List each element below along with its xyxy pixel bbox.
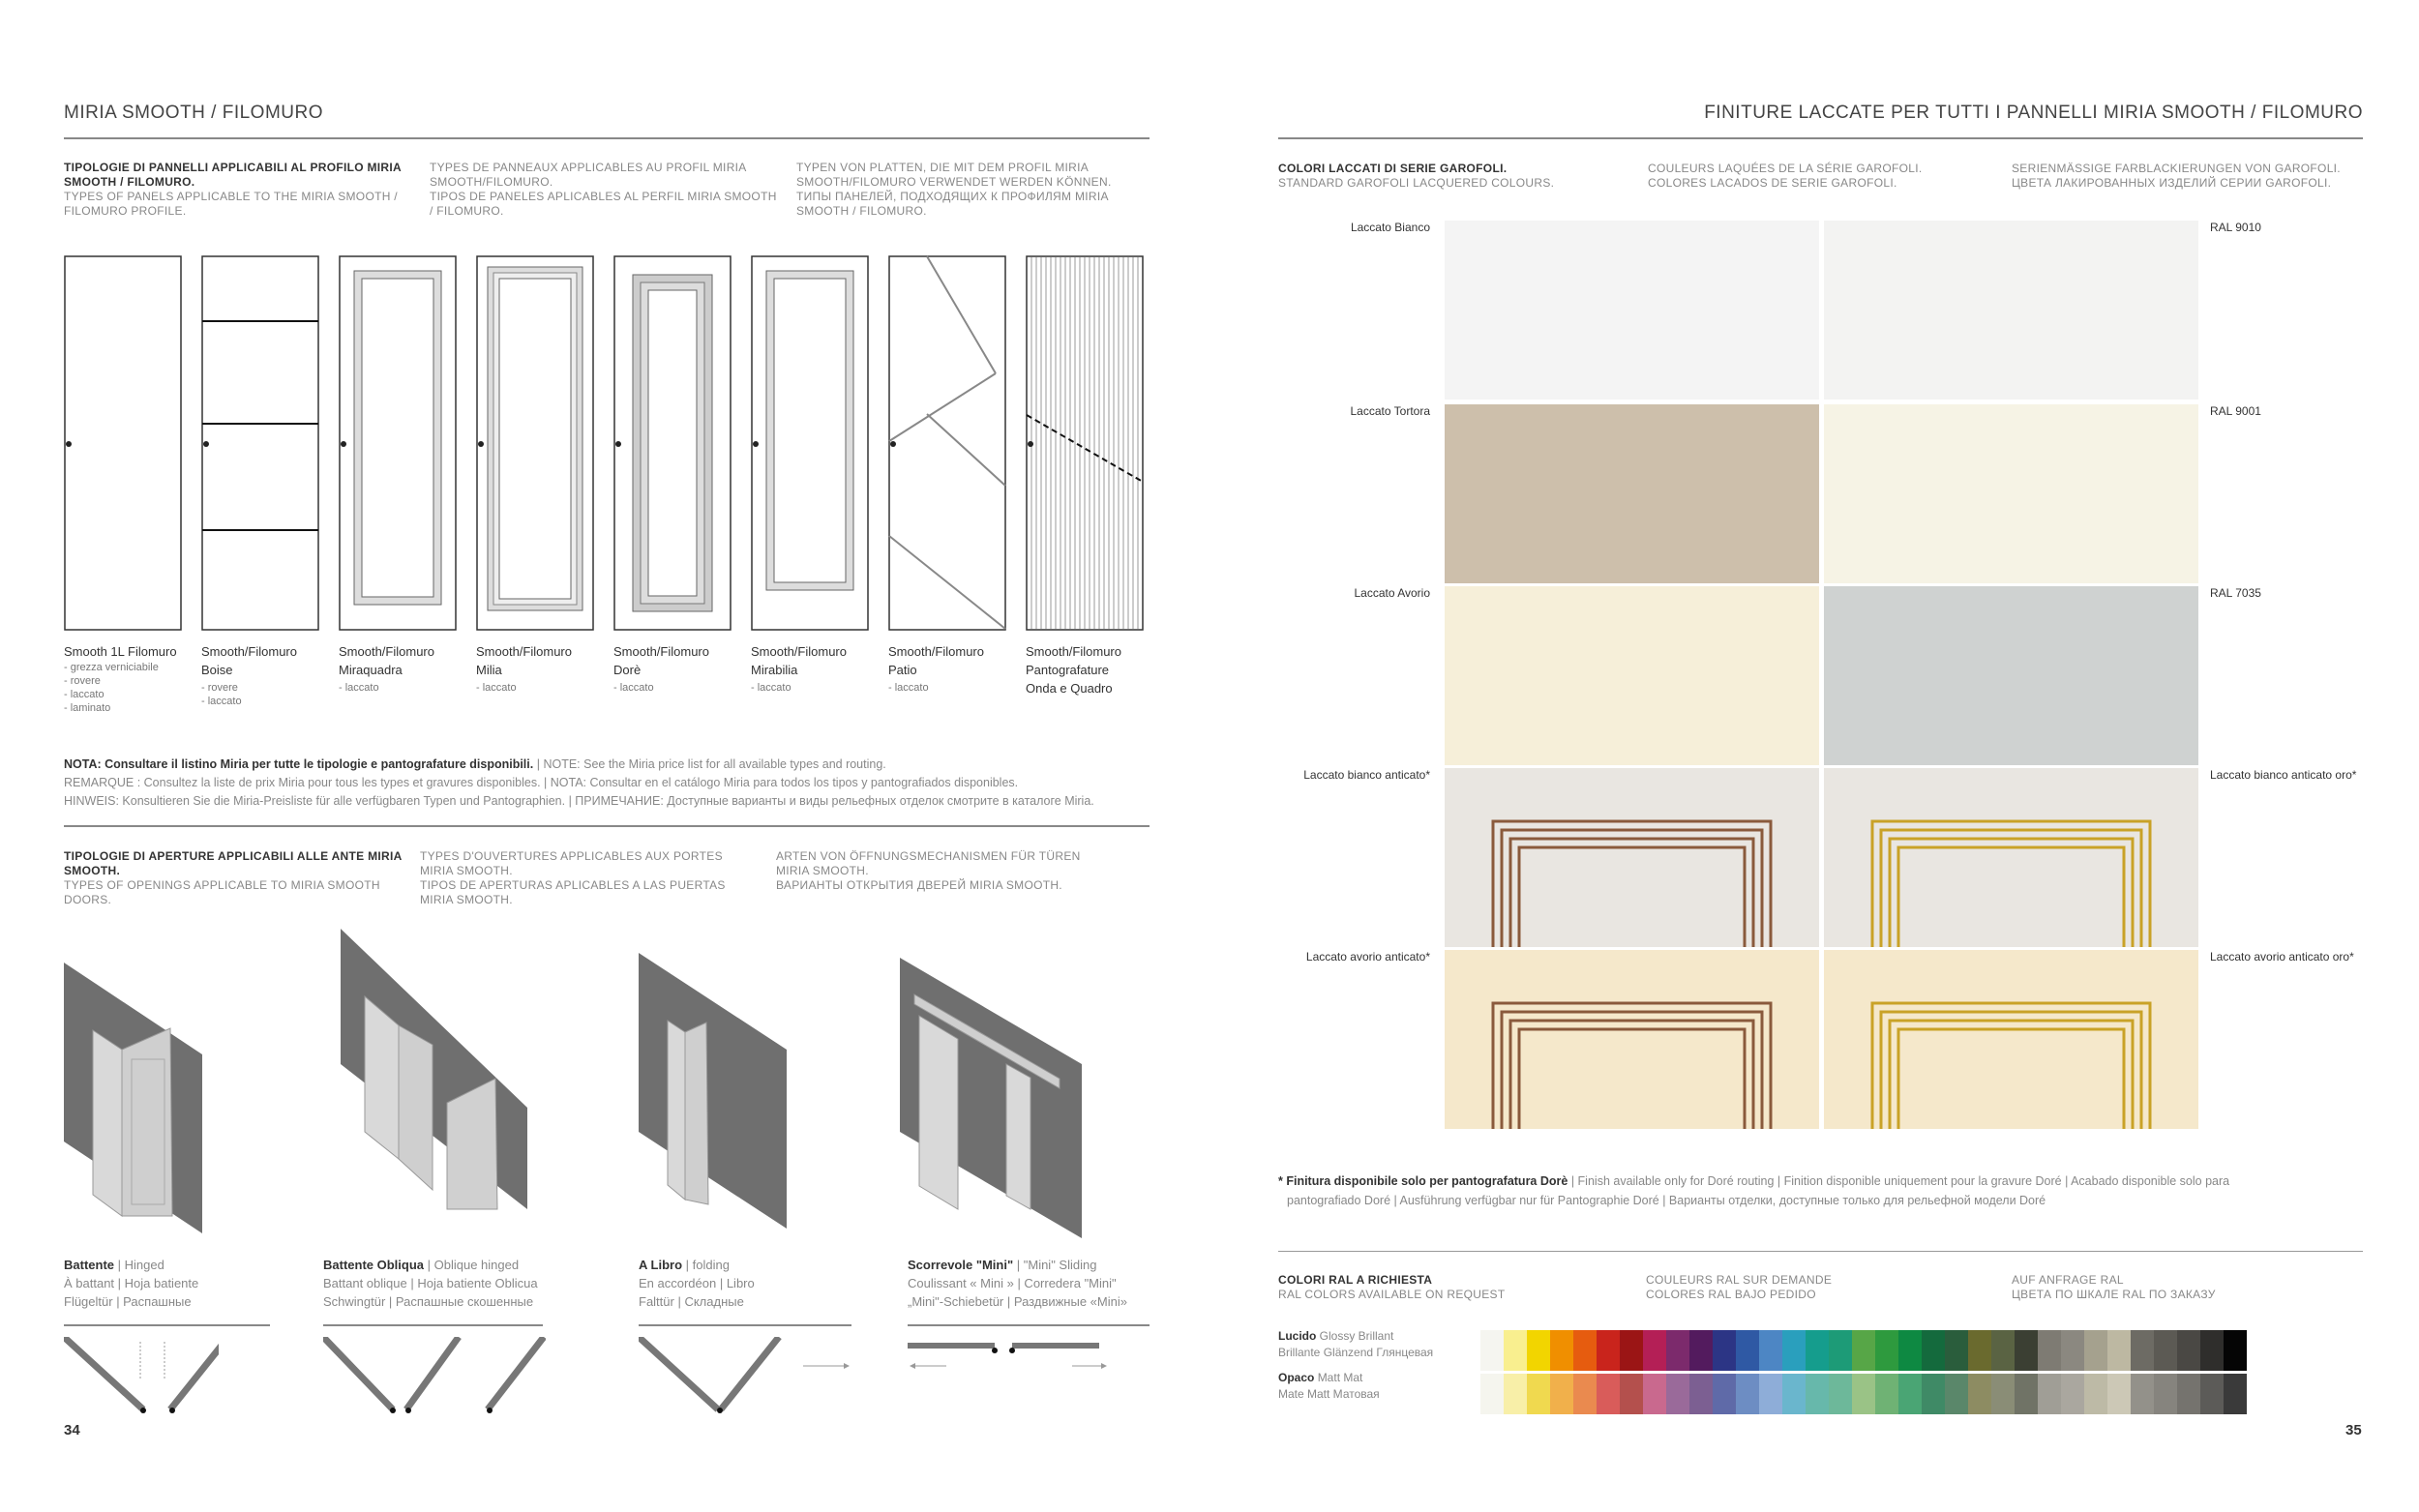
panel-dore: [613, 255, 732, 631]
panel-mirabilia: [751, 255, 869, 631]
note-bold: NOTA: [64, 757, 98, 771]
ral-color-chip: [1550, 1330, 1573, 1371]
ral-color-chip: [1480, 1374, 1504, 1414]
panel-finish: - laccato: [201, 696, 242, 707]
ral-color-chip: [2154, 1374, 2177, 1414]
ral-color-chip: [1852, 1330, 1875, 1371]
swatch-right: [1824, 950, 2198, 1129]
ral-matt-strip: [1480, 1374, 2247, 1414]
header-text: FILOMURO PROFILE.: [64, 204, 187, 218]
ral-color-chip: [1898, 1330, 1922, 1371]
opening-translation: Coulissant « Mini » | Corredera "Mini": [908, 1276, 1117, 1290]
panel-milia: [476, 255, 594, 631]
note-line-2: REMARQUE : Consultez la liste de prix Miria pour tous les types et gravures disponibles. | NOTA: Consultar en el catálogo Miria para todos los tipos y pantografiados disponibles.: [64, 776, 1019, 789]
divider: [323, 1324, 543, 1326]
ral-color-chip: [2084, 1330, 2107, 1371]
ral-header-it-en: [1278, 1273, 1505, 1302]
opaco-l1: Matt Mat: [1317, 1371, 1363, 1384]
routing-pattern: [1445, 768, 1819, 947]
swatch-label-left: Laccato Bianco: [1350, 221, 1430, 234]
ral-glossy-strip: [1480, 1330, 2247, 1371]
ral-color-chip: [2061, 1330, 2084, 1371]
ral-color-chip: [1573, 1330, 1597, 1371]
header-text: TYPES D'OUVERTURES APPLICABLES AUX PORTES: [420, 849, 723, 863]
header-text: TIPOS DE APERTURAS APLICABLES A LAS PUERTAS: [420, 878, 726, 892]
panel-name: Boise: [201, 663, 233, 677]
panel-finish: - laccato: [476, 682, 517, 694]
opening-en: Hinged: [124, 1258, 164, 1272]
panel-finish: - laccato: [751, 682, 791, 694]
note-en: NOTE: See the Miria price list for all available types and routing.: [543, 757, 886, 771]
ral-color-chip: [1643, 1330, 1666, 1371]
ral-color-chip: [1527, 1330, 1550, 1371]
ral-color-chip: [2154, 1330, 2177, 1371]
panel-patio: [888, 255, 1006, 631]
swatch-right: [1824, 404, 2198, 583]
divider: [64, 1324, 270, 1326]
swatch-label-right: Laccato avorio anticato oro*: [2210, 950, 2354, 964]
swatch-left: [1445, 768, 1819, 947]
footnote-line-1: * Finitura disponibile solo per pantografatura Dorè | Finish available only for Doré routing | Finition disponible uniquement pour la gravure Doré | Acabado disponible solo para: [1278, 1174, 2230, 1188]
swatch-left: [1445, 404, 1819, 583]
panel-finish: - laccato: [613, 682, 654, 694]
ral-color-chip: [1597, 1330, 1620, 1371]
panel-caption: [201, 642, 332, 708]
note-line-3: HINWEIS: Konsultieren Sie die Miria-Preisliste für alle verfügbaren Typen und Pantographien. | ПРИМЕЧАНИЕ: Доступные варианты и виды рельефных отделок смотрите в каталоге Miria.: [64, 794, 1094, 808]
lacquer-header-fr-es: [1648, 162, 1922, 191]
panel-boise: [201, 255, 319, 631]
routing-pattern: [1824, 950, 2198, 1129]
oblique-plan-view: [323, 1337, 546, 1419]
panel-name: Pantografature: [1026, 663, 1110, 677]
ral-color-chip: [1504, 1330, 1527, 1371]
divider: [908, 1324, 1150, 1326]
ral-header-de-ru: [2012, 1273, 2216, 1302]
ral-color-chip: [1945, 1330, 1968, 1371]
ral-color-chip: [1782, 1374, 1806, 1414]
header-text: SMOOTH/FILOMURO VERWENDET WERDEN KÖNNEN.: [796, 175, 1112, 189]
lucido-l2: Brillante Glänzend Глянцевая: [1278, 1346, 1434, 1359]
opaco-bold: Opaco: [1278, 1371, 1315, 1384]
ral-color-chip: [1527, 1374, 1550, 1414]
ral-color-chip: [2177, 1374, 2200, 1414]
left-page-title: MIRIA SMOOTH / FILOMURO: [64, 103, 324, 123]
header-text: TYPEN VON PLATTEN, DIE MIT DEM PROFIL MIRIA: [796, 161, 1090, 174]
ral-color-chip: [1759, 1374, 1782, 1414]
ral-color-chip: [1898, 1374, 1922, 1414]
swatch-label-left: Laccato Tortora: [1350, 404, 1430, 418]
page-number: 35: [2345, 1422, 2362, 1438]
panel-caption: [751, 642, 881, 695]
header-text: TIPOLOGIE DI APERTURE APPLICABILI ALLE ANTE MIRIA: [64, 849, 403, 863]
ral-color-chip: [1689, 1330, 1713, 1371]
panels-header-it-en: [64, 161, 422, 219]
separator: |: [114, 1258, 125, 1272]
opening-translation: Falttür | Складные: [639, 1294, 744, 1309]
panel-name: Mirabilia: [751, 663, 798, 677]
panel-name: Patio: [888, 663, 917, 677]
panel-name: Smooth/Filomuro: [476, 644, 572, 659]
panel-name: Smooth/Filomuro: [751, 644, 847, 659]
panel-caption: [64, 642, 194, 715]
divider: [639, 1324, 851, 1326]
divider: [64, 137, 1150, 139]
sliding-door-illustration: [900, 958, 1084, 1243]
header-text: SERIENMÄSSIGE FARBLACKIERUNGEN VON GAROFOLI.: [2012, 162, 2341, 175]
ral-color-chip: [2224, 1330, 2247, 1371]
panel-miraquadra: [339, 255, 457, 631]
routing-pattern: [1445, 950, 1819, 1129]
footnote-line-2: pantografiado Doré | Ausführung verfügbar nur für Pantographie Doré | Варианты отделки, доступные только для рельефной модели Doré: [1287, 1194, 2046, 1207]
footnote-text: Finish available only for Doré routing | Finition disponible uniquement pour la gravure Doré | Acabado disponible solo para: [1577, 1174, 2230, 1188]
ral-color-chip: [1875, 1374, 1898, 1414]
header-text: ЦВЕТА ЛАКИРОВАННЫХ ИЗДЕЛИЙ СЕРИИ GAROFOLI.: [2012, 176, 2332, 190]
header-text: COLORES LACADOS DE SERIE GAROFOLI.: [1648, 176, 1897, 190]
header-text: MIRIA SMOOTH.: [420, 864, 513, 877]
ral-color-chip: [1922, 1330, 1945, 1371]
lacquer-header-de-ru: [2012, 162, 2341, 191]
folding-plan-view: [639, 1337, 851, 1419]
panel-caption: [476, 642, 607, 695]
ral-color-chip: [2038, 1330, 2061, 1371]
header-text: TYPES OF PANELS APPLICABLE TO THE MIRIA SMOOTH /: [64, 190, 398, 203]
opening-label: [639, 1256, 755, 1311]
divider: [1278, 137, 2363, 139]
swatch-label-right: RAL 9001: [2210, 404, 2261, 418]
opening-translation: „Mini"-Schiebetür | Раздвижные «Mini»: [908, 1294, 1127, 1309]
openings-header-it-en: [64, 849, 422, 907]
header-text: COULEURS RAL SUR DEMANDE: [1646, 1273, 1833, 1287]
lacquer-header-it-en: [1278, 162, 1554, 191]
panel-pantografature: [1026, 255, 1144, 631]
panels-header-fr-es: [430, 161, 797, 219]
openings-header-fr-es: [420, 849, 778, 907]
ral-color-chip: [2224, 1374, 2247, 1414]
ral-color-chip: [1829, 1374, 1852, 1414]
opening-en: folding: [692, 1258, 730, 1272]
header-text: ТИПЫ ПАНЕЛЕЙ, ПОДХОДЯЩИХ К ПРОФИЛЯМ MIRIA: [796, 190, 1109, 203]
header-text: COLORES RAL BAJO PEDIDO: [1646, 1288, 1816, 1301]
swatch-label-left: Laccato bianco anticato*: [1303, 768, 1430, 782]
panel-smooth-1l: [64, 255, 182, 631]
opening-name: Battente Obliqua: [323, 1258, 425, 1272]
note-it: : Consultare il listino Miria per tutte le tipologie e pantografature disponibili.: [97, 757, 534, 771]
folding-door-illustration: [639, 953, 793, 1238]
opening-label: [64, 1256, 198, 1311]
ral-color-chip: [2131, 1330, 2154, 1371]
ral-color-chip: [1713, 1330, 1736, 1371]
panel-name: Miraquadra: [339, 663, 403, 677]
ral-color-chip: [1666, 1330, 1689, 1371]
header-text: ARTEN VON ÖFFNUNGSMECHANISMEN FÜR TÜREN: [776, 849, 1081, 863]
header-text: DOORS.: [64, 893, 112, 906]
opening-label: [323, 1256, 538, 1311]
header-text: MIRIA SMOOTH.: [420, 893, 513, 906]
note-line-1: NOTA: Consultare il listino Miria per tutte le tipologie e pantografature disponibili. | NOTE: See the Miria price list for all available types and routing.: [64, 757, 886, 771]
panel-name: Onda e Quadro: [1026, 681, 1113, 696]
panel-name: Smooth/Filomuro: [888, 644, 984, 659]
separator: |: [682, 1258, 693, 1272]
ral-color-chip: [1945, 1374, 1968, 1414]
hinged-plan-view: [64, 1337, 219, 1419]
swatch-label-left: Laccato Avorio: [1354, 586, 1430, 600]
ral-header-fr-es: [1646, 1273, 1832, 1302]
swatch-label-left: Laccato avorio anticato*: [1305, 950, 1430, 964]
opening-translation: À battant | Hoja batiente: [64, 1276, 199, 1290]
ral-color-chip: [1666, 1374, 1689, 1414]
swatch-label-right: Laccato bianco anticato oro*: [2210, 768, 2357, 782]
opening-en: "Mini" Sliding: [1023, 1258, 1097, 1272]
ral-color-chip: [1968, 1374, 1991, 1414]
lucido-l1: Glossy Brillant: [1319, 1329, 1394, 1343]
ral-color-chip: [1875, 1330, 1898, 1371]
panel-caption: [1026, 642, 1156, 697]
ral-color-chip: [2200, 1330, 2224, 1371]
header-text: TIPOLOGIE DI PANNELLI APPLICABILI AL PROFILO MIRIA: [64, 161, 403, 174]
ral-color-chip: [2107, 1374, 2131, 1414]
oblique-door-illustration: [341, 929, 534, 1224]
header-text: RAL COLORS AVAILABLE ON REQUEST: [1278, 1288, 1506, 1301]
panel-finish: - laminato: [64, 702, 111, 714]
opening-label: [908, 1256, 1127, 1311]
panel-name: Dorè: [613, 663, 642, 677]
lucido-label: [1278, 1328, 1433, 1361]
header-text: ВАРИАНТЫ ОТКРЫТИЯ ДВЕРЕЙ MIRIA SMOOTH.: [776, 878, 1062, 892]
header-text: TIPOS DE PANELES APLICABLES AL PERFIL MIRIA SMOOTH: [430, 190, 777, 203]
ral-color-chip: [2038, 1374, 2061, 1414]
panel-finish: - laccato: [888, 682, 929, 694]
header-text: MIRIA SMOOTH.: [776, 864, 869, 877]
header-text: / FILOMURO.: [430, 204, 504, 218]
header-text: SMOOTH / FILOMURO.: [64, 175, 195, 189]
sliding-plan-view: [908, 1337, 1150, 1400]
ral-color-chip: [1620, 1330, 1643, 1371]
header-text: STANDARD GAROFOLI LACQUERED COLOURS.: [1278, 176, 1555, 190]
header-text: SMOOTH / FILOMURO.: [796, 204, 927, 218]
header-text: ЦВЕТА ПО ШКАЛЕ RAL ПО ЗАКАЗУ: [2012, 1288, 2216, 1301]
footnote-bold: * Finitura disponibile solo per pantografatura Dorè: [1278, 1174, 1568, 1188]
ral-color-chip: [1806, 1330, 1829, 1371]
ral-color-chip: [2177, 1330, 2200, 1371]
panel-name: Milia: [476, 663, 502, 677]
ral-color-chip: [2107, 1330, 2131, 1371]
ral-color-chip: [1806, 1374, 1829, 1414]
ral-color-chip: [2084, 1374, 2107, 1414]
divider: [64, 825, 1150, 827]
opening-name: Scorrevole "Mini": [908, 1258, 1014, 1272]
header-text: TYPES DE PANNEAUX APPLICABLES AU PROFIL MIRIA: [430, 161, 747, 174]
header-text: COLORI RAL A RICHIESTA: [1278, 1273, 1433, 1287]
opening-name: A Libro: [639, 1258, 683, 1272]
ral-color-chip: [2131, 1374, 2154, 1414]
header-text: SMOOTH.: [64, 864, 121, 877]
panel-caption: [888, 642, 1019, 695]
ral-color-chip: [1968, 1330, 1991, 1371]
ral-color-chip: [1620, 1374, 1643, 1414]
ral-color-chip: [1991, 1374, 2015, 1414]
swatch-label-right: RAL 7035: [2210, 586, 2261, 600]
page-number: 34: [64, 1422, 80, 1438]
header-text: COLORI LACCATI DI SERIE GAROFOLI.: [1278, 162, 1508, 175]
panel-finish: - rovere: [64, 675, 101, 687]
panel-name: Smooth/Filomuro: [1026, 644, 1121, 659]
ral-color-chip: [1829, 1330, 1852, 1371]
swatch-label-right: RAL 9010: [2210, 221, 2261, 234]
opening-translation: En accordéon | Libro: [639, 1276, 755, 1290]
ral-color-chip: [1713, 1374, 1736, 1414]
ral-color-chip: [1736, 1330, 1759, 1371]
routing-pattern: [1824, 768, 2198, 947]
ral-color-chip: [1759, 1330, 1782, 1371]
panel-name: Smooth/Filomuro: [339, 644, 434, 659]
ral-color-chip: [1782, 1330, 1806, 1371]
header-text: COULEURS LAQUÉES DE LA SÉRIE GAROFOLI.: [1648, 162, 1923, 175]
lucido-bold: Lucido: [1278, 1329, 1317, 1343]
ral-color-chip: [1991, 1330, 2015, 1371]
panel-name: Smooth 1L Filomuro: [64, 644, 177, 659]
right-page-title: FINITURE LACCATE PER TUTTI I PANNELLI MIRIA SMOOTH / FILOMURO: [1704, 103, 2363, 123]
panel-finish: - laccato: [64, 689, 105, 700]
panels-header-de-ru: [796, 161, 1164, 219]
header-text: SMOOTH/FILOMURO.: [430, 175, 553, 189]
panel-finish: - rovere: [201, 682, 238, 694]
ral-color-chip: [1689, 1374, 1713, 1414]
ral-color-chip: [1550, 1374, 1573, 1414]
panel-caption: [613, 642, 744, 695]
ral-color-chip: [2061, 1374, 2084, 1414]
opaco-l2: Mate Matt Матовая: [1278, 1387, 1380, 1401]
ral-color-chip: [1922, 1374, 1945, 1414]
panel-name: Smooth/Filomuro: [613, 644, 709, 659]
swatch-left: [1445, 221, 1819, 400]
ral-color-chip: [1736, 1374, 1759, 1414]
ral-color-chip: [2015, 1330, 2038, 1371]
ral-color-chip: [2200, 1374, 2224, 1414]
swatch-left: [1445, 950, 1819, 1129]
opaco-label: [1278, 1370, 1380, 1403]
ral-color-chip: [1643, 1374, 1666, 1414]
ral-color-chip: [1852, 1374, 1875, 1414]
separator: |: [424, 1258, 434, 1272]
opening-name: Battente: [64, 1258, 115, 1272]
divider: [1278, 1251, 2363, 1252]
ral-color-chip: [1597, 1374, 1620, 1414]
ral-color-chip: [1504, 1374, 1527, 1414]
separator: |: [1013, 1258, 1024, 1272]
swatch-left: [1445, 586, 1819, 765]
panel-finish: - laccato: [339, 682, 379, 694]
opening-translation: Schwingtür | Распашные скошенные: [323, 1294, 534, 1309]
ral-color-chip: [1480, 1330, 1504, 1371]
swatch-right: [1824, 221, 2198, 400]
opening-en: Oblique hinged: [433, 1258, 520, 1272]
panel-finish: - grezza verniciabile: [64, 662, 159, 673]
header-text: AUF ANFRAGE RAL: [2012, 1273, 2124, 1287]
hinged-door-illustration: [64, 963, 209, 1243]
header-text: TYPES OF OPENINGS APPLICABLE TO MIRIA SMOOTH: [64, 878, 380, 892]
ral-color-chip: [1573, 1374, 1597, 1414]
openings-header-de-ru: [776, 849, 1144, 893]
opening-translation: Flügeltür | Распашные: [64, 1294, 192, 1309]
swatch-right: [1824, 586, 2198, 765]
panel-name: Smooth/Filomuro: [201, 644, 297, 659]
swatch-right: [1824, 768, 2198, 947]
panel-caption: [339, 642, 469, 695]
opening-translation: Battant oblique | Hoja batiente Oblicua: [323, 1276, 538, 1290]
ral-color-chip: [2015, 1374, 2038, 1414]
